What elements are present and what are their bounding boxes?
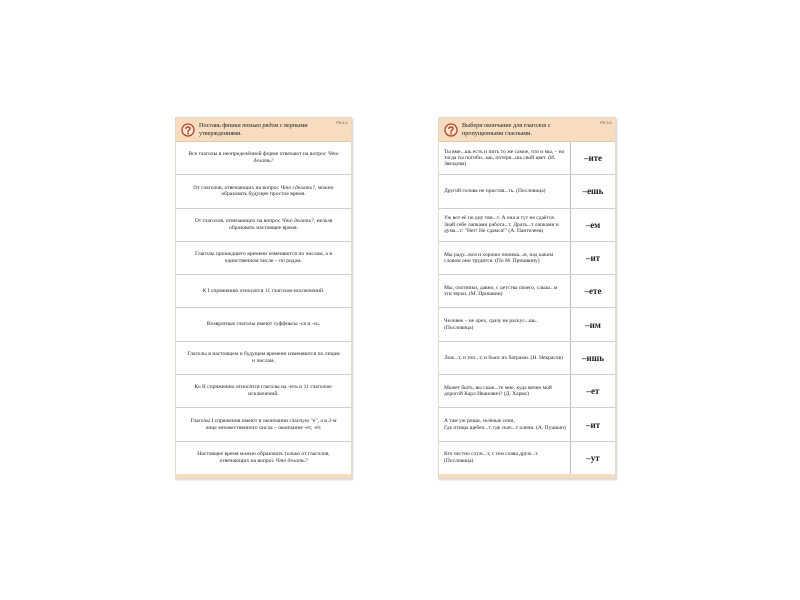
sentence-row [439, 408, 615, 441]
statement-text-main: Настоящее время можно образовать только от глаголов, отвечающих на вопрос [197, 451, 330, 464]
card-code: РЗ.4.1 [336, 120, 348, 125]
question-mark-icon [444, 123, 458, 137]
card-footer-strip [439, 474, 615, 478]
endings-card [438, 117, 616, 479]
statement-text-main: К I спряжению относятся 11 глаголов-исключений. [202, 287, 325, 294]
sentence-text: А там уж рощи, зелёные сени, Где птицы щебеч...т, где скач...т олени. (А. Пушкин) [444, 418, 566, 431]
instruction-text-tail: с верными утверждениями. [199, 122, 308, 137]
statement-text [187, 185, 340, 199]
statement-text [187, 418, 340, 432]
sentence-row [439, 242, 615, 275]
statement-text-main: Все глаголы в неопределённой форме отвечают на вопрос [188, 151, 328, 158]
statement-text-tail: , нельзя образовать настоящее время. [229, 217, 333, 231]
sentence-text: Человек – не орех, сразу не раскус...шь. (Пословица) [444, 318, 538, 331]
sentence-row [439, 375, 615, 408]
sentence-text: Может быть, вы скаж...те мне, куда вечно мой дорогой Карл Иванович? (Д. Хармс) [444, 384, 552, 398]
statement-question: Что делать? [253, 151, 339, 165]
statement-text-main: Возвратные глаголы имеют суффиксы -ся и -сь. [206, 321, 321, 328]
sentence-row [439, 342, 615, 375]
statement-text-main: Глаголы прошедшего времени изменяются по числам, а в единственном числе – по родам. [195, 251, 332, 265]
statement-text [187, 151, 340, 165]
ending-option: –ешь [570, 175, 615, 207]
statement-row [176, 142, 351, 175]
sentence-text: Уж вот её по дну тян...т. А она и тут не сдаётся. Знай себе лапками работа...т. Драть...т лапками и дума...т: "Нет! Не сдамся!" (А. Пантелеев) [444, 215, 559, 234]
statement-row [176, 408, 351, 441]
ending-option: –ите [570, 142, 615, 174]
sentence-row [439, 442, 615, 474]
statement-row [176, 342, 351, 375]
instruction-text: Поставь фишки [199, 122, 243, 130]
sentence-row [439, 142, 615, 175]
statement-text-main: От глаголов, отвечающих на вопрос [194, 217, 282, 224]
statement-question: Что делать? [275, 457, 308, 464]
statement-text [187, 351, 340, 365]
statement-text-tail: , можно образовать будущее простое время. [221, 184, 334, 198]
statement-text [187, 251, 340, 265]
statement-row [176, 375, 351, 408]
question-mark-icon [181, 123, 195, 137]
instruction-emphasis: только рядом [242, 122, 279, 130]
statement-row [176, 242, 351, 275]
statement-text [187, 218, 340, 232]
statement-row [176, 442, 351, 474]
ending-option: –ит [570, 242, 615, 274]
ending-option: –ут [570, 442, 615, 474]
ending-option: –ит [570, 408, 615, 440]
statements-card [175, 117, 352, 479]
statement-text-main: Глаголы I спряжения имеют в окончании гласную "е", а в 2-м лице множественного числа – окончание -ет, -ёт. [190, 417, 337, 431]
ending-option: –ем [570, 209, 615, 241]
statement-text [187, 384, 340, 398]
statement-text-main: Ко II спряжению относятся глаголы на -ить и 11 глаголов-исключений. [194, 384, 333, 398]
card-footer-strip [176, 474, 351, 478]
statement-text-main: Глаголы в настоящем и будущем времени изменяются по лицам и числам. [187, 351, 340, 364]
ending-option: –ишь [570, 342, 615, 374]
card-code: РЗ.3.1 [600, 120, 612, 125]
statement-row [176, 175, 351, 208]
sentence-text: Кто честно служ...т, с тем слава друж...т. (Пословица) [444, 451, 539, 464]
statement-text-main: От глаголов, отвечающих на вопрос [193, 184, 281, 191]
ending-option: –ет [570, 375, 615, 407]
statement-row [176, 275, 351, 308]
sentence-text: Ты вме...шь есть и пить то же самое, что и мы, – но тогда ты погибн...шь, потеря...шь свой цвет. (И. Звездова) [444, 148, 565, 168]
statement-question: Что сделать? [280, 184, 315, 191]
card-instruction [199, 122, 321, 136]
ending-option: –им [570, 308, 615, 340]
ending-option: –ете [570, 275, 615, 307]
sentence-text: Другой голова не пристав...ть. (Пословица) [444, 188, 546, 195]
sentence-row [439, 209, 615, 242]
sentence-row [439, 175, 615, 208]
sentence-text: Мы раду...мся и хорошо понима...м, над каким словом они трудятся. (По М. Пришвину) [444, 251, 554, 265]
statement-text [207, 321, 320, 328]
sentence-row [439, 308, 615, 341]
statement-question: Что делать? [281, 217, 314, 224]
card-header [439, 118, 615, 142]
statement-text [187, 451, 340, 465]
statement-row [176, 209, 351, 242]
card-instruction: Выбери окончание для глаголов с пропущенными гласными. [462, 122, 551, 137]
sentence-text: Мы, охотники, давно, с детства своего, слыш...м эти звуки. (М. Пришвин) [444, 284, 558, 298]
statement-text [203, 288, 325, 295]
sentences-list [439, 142, 615, 474]
statement-row [176, 308, 351, 341]
card-header [176, 118, 351, 142]
sentence-text: Лож...т, и топ...т, и бьют их батрами. (Н. Некрасов) [444, 354, 563, 361]
statements-list [176, 142, 351, 474]
sentence-row [439, 275, 615, 308]
